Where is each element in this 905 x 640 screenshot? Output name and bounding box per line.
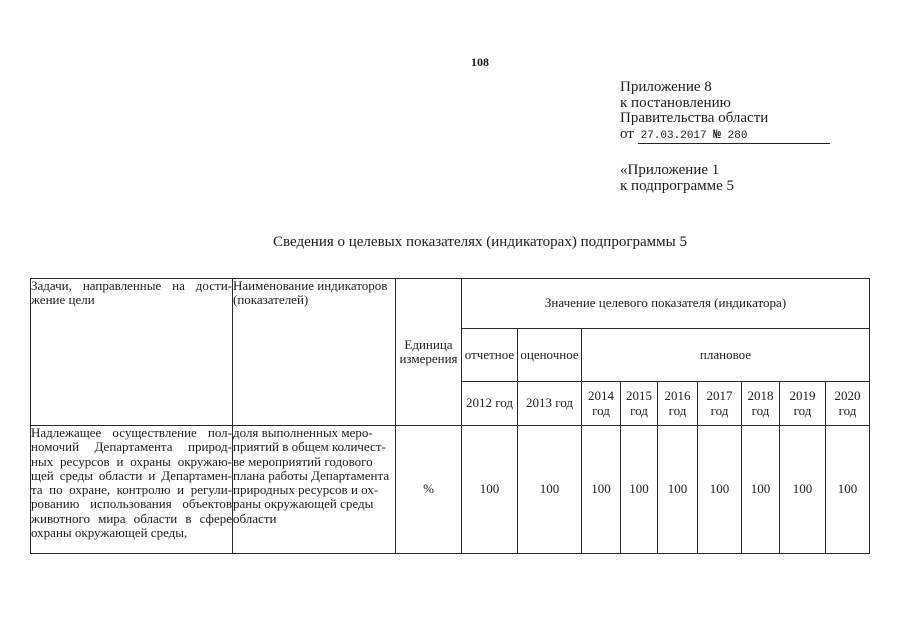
cell-value-2018: 100: [742, 426, 780, 554]
resolution-appendix-block: [620, 80, 880, 144]
task-line: щей среды области и Департамен-: [31, 467, 232, 483]
indicator-line: раны окружающей среды: [233, 496, 374, 512]
header-reported-cell: отчетное: [462, 329, 518, 382]
header-year-2019: [780, 382, 826, 426]
header-indicator-name-line: (показателей): [233, 292, 309, 308]
year-label: 2017 год: [706, 388, 733, 418]
indicators-table: [30, 278, 870, 554]
indicator-line: приятий в общем количест-: [233, 439, 386, 455]
document-title: Сведения о целевых показателях (индикаторах) подпрограммы 5: [273, 234, 687, 250]
cell-value-2013: 100: [518, 426, 582, 554]
number-sign: №: [713, 127, 722, 143]
table-row: [31, 426, 870, 554]
resolution-number: 280: [727, 130, 748, 143]
task-line: ных ресурсов и охраны окружаю-: [31, 453, 232, 469]
header-unit-line: измерения: [399, 351, 458, 366]
header-unit-cell: [396, 279, 462, 426]
header-indicator-name-line: Наименование индикаторов: [233, 278, 388, 293]
government-line: Правительства области: [620, 110, 769, 127]
task-line: животного мира области в сфере: [31, 510, 232, 526]
cell-value-2019: 100: [780, 426, 826, 554]
header-year-2013: [518, 382, 582, 426]
year-label: 2015 год: [626, 388, 652, 418]
header-indicator-name-cell: [233, 279, 396, 426]
cell-value-2016: 100: [658, 426, 698, 554]
header-year-2018: [742, 382, 780, 426]
header-year-2015: [621, 382, 658, 426]
resolution-date: 27.03.2017: [640, 130, 707, 143]
year-label: 2014 год: [588, 388, 614, 418]
subprogram-line: к подпрограмме 5: [620, 178, 734, 194]
header-year-2016: [658, 382, 698, 426]
header-tasks-cell: [31, 279, 233, 426]
sub-appendix-line: «Приложение 1: [620, 162, 720, 178]
cell-value-2020: 100: [826, 426, 870, 554]
indicator-line: области: [233, 510, 277, 526]
header-planned-cell: плановое: [582, 329, 870, 382]
cell-task: [31, 426, 233, 554]
header-row: [31, 279, 870, 329]
header-target-value-cell: Значение целевого показателя (индикатора): [462, 279, 870, 329]
appendix-number-line: Приложение 8: [620, 79, 712, 95]
to-resolution-line: к постановлению: [620, 94, 731, 111]
year-label: 2018 год: [747, 388, 774, 418]
indicator-line: плана работы Департамента: [233, 467, 390, 483]
cell-value-2015: 100: [621, 426, 658, 554]
task-line: номочий Департамента природ-: [31, 439, 232, 455]
header-unit-line: Единица: [404, 336, 453, 352]
cell-value-2014: 100: [582, 426, 621, 554]
header-year-2017: [698, 382, 742, 426]
indicator-line: доля выполненных меро-: [233, 425, 373, 440]
cell-value-2017: 100: [698, 426, 742, 554]
year-label: 2020 год: [834, 388, 861, 418]
indicator-line: природных ресурсов и ох-: [233, 482, 379, 498]
cell-indicator: [233, 426, 396, 554]
sub-appendix-block: [620, 162, 880, 194]
task-line: Надлежащее осуществление пол-: [31, 425, 232, 440]
page-number: 108: [471, 55, 489, 69]
year-label: 2013 год: [526, 395, 573, 411]
cell-value-2012: 100: [462, 426, 518, 554]
indicator-line: ве мероприятий годового: [233, 453, 373, 469]
header-tasks-line: Задачи, направленные на дости-: [31, 278, 232, 293]
resolution-date-line: [620, 127, 880, 144]
year-label: 2019 год: [789, 388, 816, 418]
task-line: охраны окружающей среды,: [31, 525, 188, 541]
resolution-date-field: [638, 128, 830, 144]
year-label: 2012 год: [466, 395, 513, 411]
header-year-2020: [826, 382, 870, 426]
year-label: 2016 год: [664, 388, 691, 418]
header-estimated-cell: оценочное: [518, 329, 582, 382]
header-tasks-line: жение цели: [31, 292, 95, 308]
task-line: та по охране, контролю и регули-: [31, 482, 232, 498]
header-year-2012: [462, 382, 518, 426]
date-prefix: от: [620, 126, 634, 143]
header-year-2014: [582, 382, 621, 426]
task-line: рованию использования объектов: [31, 496, 232, 512]
cell-unit: %: [396, 426, 462, 554]
